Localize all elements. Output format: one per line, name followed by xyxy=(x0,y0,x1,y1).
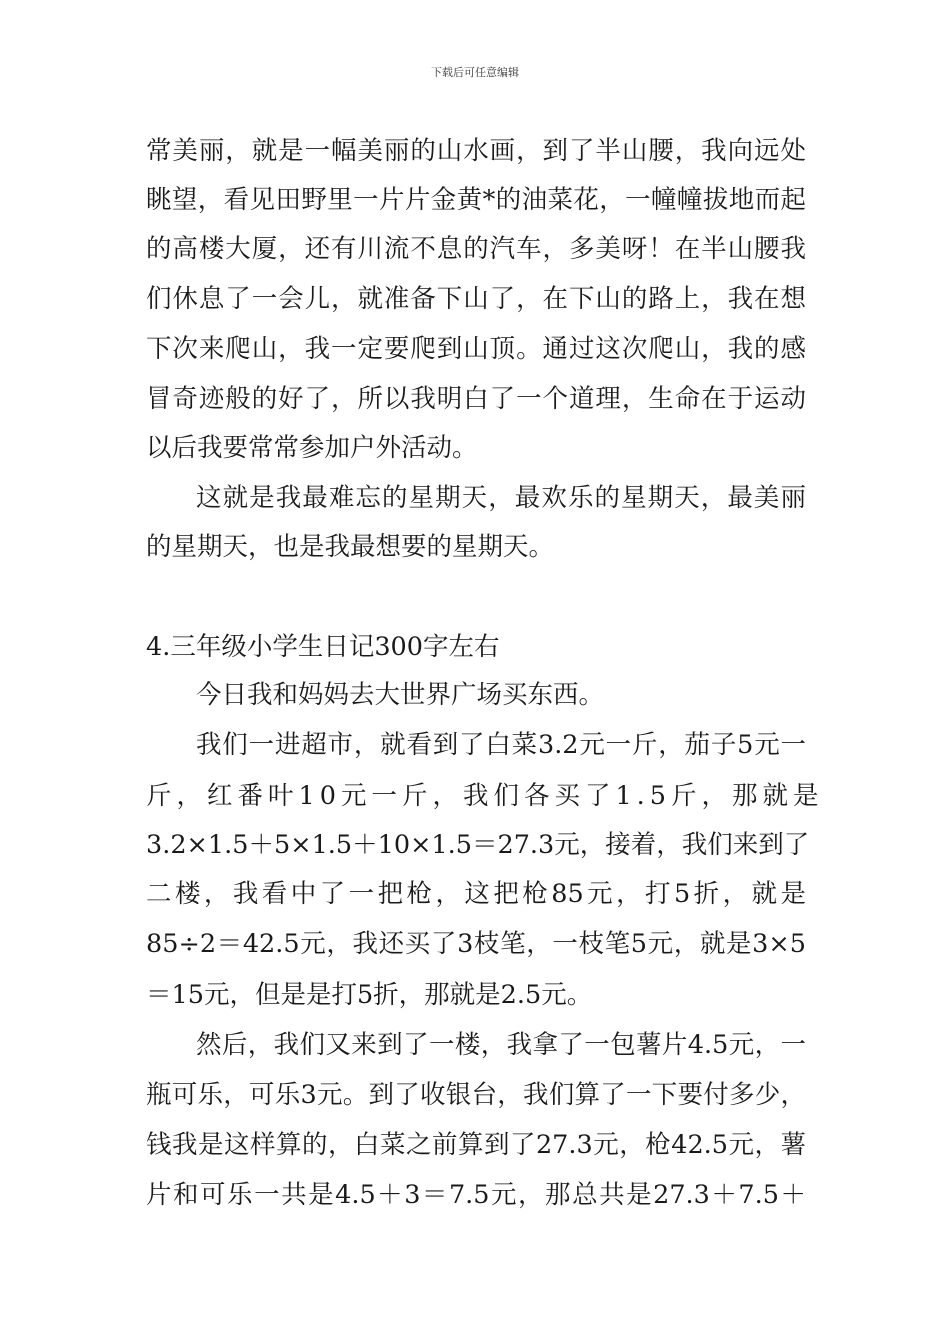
text-line: 二楼，我看中了一把枪，这把枪85元，打5折，就是 xyxy=(146,879,806,909)
text-line: 瓶可乐，可乐3元。到了收银台，我们算了一下要付多少， xyxy=(146,1080,806,1110)
text-line: 我们一进超市，就看到了白菜3.2元一斤，茄子5元一 xyxy=(196,730,806,760)
text-line: ＝15元，但是是打5折，那就是2.5元。 xyxy=(146,980,593,1010)
text-line: 的星期天，也是我最想要的星期天。 xyxy=(146,532,555,562)
text-line: 下次来爬山，我一定要爬到山顶。通过这次爬山，我的感 xyxy=(146,334,806,364)
text-line: 以后我要常常参加户外活动。 xyxy=(146,433,478,463)
text-line: 85÷2＝42.5元，我还买了3枝笔，一枝笔5元，就是3×5 xyxy=(146,929,806,959)
text-line: 片和可乐一共是4.5＋3＝7.5元，那总共是27.3＋7.5＋ xyxy=(146,1180,806,1210)
text-line: 斤，红番叶10元一斤，我们各买了1.5斤，那就是 xyxy=(146,781,824,811)
text-line: 的高楼大厦，还有川流不息的汽车，多美呀！在半山腰我 xyxy=(146,234,806,264)
text-line: 然后，我们又来到了一楼，我拿了一包薯片4.5元，一 xyxy=(196,1030,806,1060)
section-heading: 4.三年级小学生日记300字左右 xyxy=(146,632,500,662)
text-line: 3.2×1.5＋5×1.5＋10×1.5＝27.3元，接着，我们来到了 xyxy=(146,830,810,860)
text-line: 钱我是这样算的，白菜之前算到了27.3元，枪42.5元，薯 xyxy=(146,1130,806,1160)
text-line: 今日我和妈妈去大世界广场买东西。 xyxy=(196,680,605,710)
page-header: 下载后可任意编辑 xyxy=(431,66,519,79)
text-line: 眺望，看见田野里一片片金黄*的油菜花，一幢幢拔地而起 xyxy=(146,185,806,215)
text-line: 这就是我最难忘的星期天，最欢乐的星期天，最美丽 xyxy=(196,483,806,513)
text-line: 常美丽，就是一幅美丽的山水画，到了半山腰，我向远处 xyxy=(146,136,806,166)
text-line: 们休息了一会儿，就准备下山了，在下山的路上，我在想 xyxy=(146,284,806,314)
text-line: 冒奇迹般的好了，所以我明白了一个道理，生命在于运动 xyxy=(146,384,806,414)
